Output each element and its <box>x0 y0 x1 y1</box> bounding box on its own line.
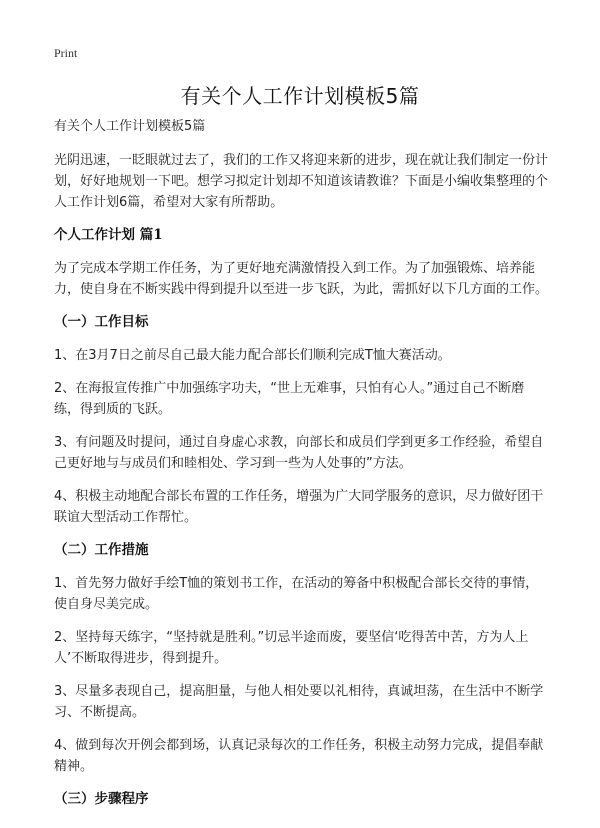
list-item: 1、首先努力做好手绘T恤的策划书工作，在活动的筹备中积极配合部长交待的事情，使自身尽美完成。 <box>54 576 539 612</box>
page-title: 有关个人工作计划模板5篇 <box>180 84 420 108</box>
list-item: 4、积极主动地配合部长布置的工作任务，增强为广大同学服务的意识，尽力做好团干联谊大型活动工作帮忙。 <box>54 489 544 525</box>
subsection-heading-steps: （三）步骤程序 <box>54 791 149 807</box>
intro-paragraph: 光阴迅速，一眨眼就过去了，我们的工作又将迎来新的进步，现在就让我们制定一份计划，好好地规划一下吧。想学习拟定计划却不知道该请教谁？下面是小编收集整理的个人工作计划6篇，希望对大家有所帮助。 <box>54 153 549 210</box>
section-intro-paragraph: 为了完成本学期工作任务，为了更好地充满激情投入到工作。为了加强锻炼、培养能力，使自身在不断实践中得到提升以至进一步飞跃，为此，需抓好以下几方面的工作。 <box>54 261 549 297</box>
print-link[interactable]: Print <box>54 46 78 60</box>
list-item: 4、做到每次开例会都到场，认真记录每次的工作任务，积极主动努力完成，提倡奉献精神。 <box>54 738 544 774</box>
list-item: 3、有问题及时提问，通过自身虚心求教，向部长和成员们学到更多工作经验，希望自己更好地与与成员们和睦相处、学习到一些为人处事的”方法。 <box>54 435 544 471</box>
subsection-heading-measures: （二）工作措施 <box>54 542 149 558</box>
list-item: 2、坚持每天练字，“坚持就是胜利。”切忌半途而废，要坚信‘吃得苦中苦，方为人上人’不断取得进步，得到提升。 <box>54 630 529 666</box>
list-item: 1、在3月7日之前尽自己最大能力配合部长们顺利完成T恤大赛活动。 <box>54 348 451 363</box>
goals-list <box>54 345 548 528</box>
document-subtitle: 有关个人工作计划模板5篇 <box>54 119 206 134</box>
document-body <box>54 116 548 822</box>
subsection-heading-goals: （一）工作目标 <box>54 314 149 330</box>
list-item: 2、在海报宣传推广中加强练字功夫，“世上无难事，只怕有心人。”通过自己不断磨练，得到质的飞跃。 <box>54 381 525 417</box>
measures-list <box>54 573 548 777</box>
list-item: 3、尽量多表现自己，提高胆量，与他人相处要以礼相待，真诚坦荡，在生活中不断学习、不断提高。 <box>54 684 544 720</box>
section-heading: 个人工作计划 篇1 <box>54 227 163 243</box>
